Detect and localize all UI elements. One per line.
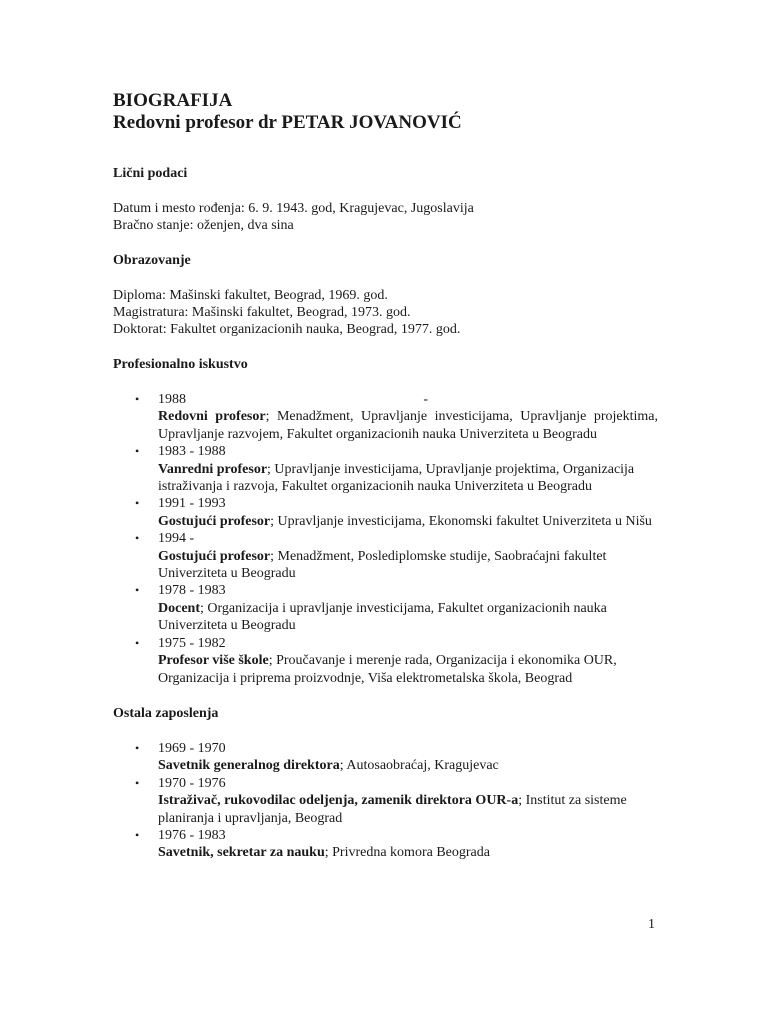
item-description: [158, 600, 658, 635]
item-role: Gostujući profesor: [158, 513, 271, 529]
item-role: Vanredni profesor: [158, 461, 268, 477]
item-details: ; Menadžment, Upravljanje investicijama, Upravljanje projektima, Upravljanje razvojem, Fakultet organizacionih nauka Univerziteta u Beogradu: [158, 409, 658, 442]
document-title: BIOGRAFIJA: [113, 90, 233, 111]
item-details: ; Privredna komora Beograda: [324, 845, 490, 861]
education-doctorate: Doktorat: Fakultet organizacionih nauka, Beograd, 1977. god.: [113, 322, 461, 337]
bullet-icon: •: [135, 531, 140, 546]
experience-list: [113, 391, 658, 687]
list-item: [113, 391, 658, 443]
item-details: ; Upravljanje investicijama, Upravljanje projektima, Organizacija istraživanja i razvoja, Fakultet organizacionih nauka Univerziteta u Beogradu: [158, 461, 635, 495]
item-period: 1988: [158, 392, 186, 407]
item-description: [158, 513, 658, 530]
education-diploma: Diploma: Mašinski fakultet, Beograd, 1969. god.: [113, 288, 388, 303]
item-details: ; Autosaobraćaj, Kragujevac: [339, 758, 499, 774]
section-heading-other: Ostala zaposlenja: [113, 705, 219, 721]
item-role: Profesor više škole: [158, 653, 269, 669]
item-period: 1969 - 1970: [158, 740, 226, 756]
list-item: [113, 530, 658, 582]
list-item: [113, 740, 658, 775]
item-period: 1983 - 1988: [158, 444, 226, 460]
item-details: ; Upravljanje investicijama, Ekonomski fakultet Univerziteta u Nišu: [270, 513, 652, 529]
item-period: 1978 - 1983: [158, 583, 226, 599]
section-heading-education: Obrazovanje: [113, 253, 191, 268]
item-period: 1976 - 1983: [158, 827, 226, 843]
item-role: Istraživač, rukovodilac odeljenja, zamenik direktora OUR-a: [158, 793, 519, 809]
marital-status: Bračno stanje: oženjen, dva sina: [113, 218, 294, 233]
item-details: ; Organizacija i upravljanje investicijama, Fakultet organizacionih nauka Univerziteta u Beogradu: [158, 600, 607, 634]
item-description: [158, 408, 658, 443]
item-role: Savetnik, sekretar za nauku: [158, 845, 325, 861]
item-description: [158, 757, 658, 774]
bullet-icon: •: [135, 635, 140, 650]
bullet-icon: •: [135, 444, 140, 459]
bullet-icon: •: [135, 496, 140, 511]
section-heading-personal: Lični podaci: [113, 166, 188, 181]
other-employment-list: [113, 740, 658, 862]
item-period: 1970 - 1976: [158, 775, 226, 791]
item-role: Docent: [158, 600, 200, 616]
education-masters: Magistratura: Mašinski fakultet, Beograd, 1973. god.: [113, 305, 411, 320]
item-role: Redovni profesor: [158, 409, 266, 425]
list-item: [113, 443, 658, 495]
document-page: [113, 90, 658, 862]
bullet-icon: •: [135, 827, 140, 842]
list-item: [113, 775, 658, 827]
item-description: [158, 792, 658, 827]
item-details: ; Menadžment, Poslediplomske studije, Saobraćajni fakultet Univerziteta u Beogradu: [158, 548, 607, 582]
item-period: 1975 - 1982: [158, 635, 226, 651]
birth-info: Datum i mesto rođenja: 6. 9. 1943. god, Kragujevac, Jugoslavija: [113, 201, 474, 216]
item-description: [158, 844, 658, 861]
item-description: [158, 652, 658, 687]
list-item: [113, 495, 658, 530]
list-item: [113, 582, 658, 634]
item-description: [158, 461, 658, 496]
item-details: ; Institut za sisteme planiranja i upravljanja, Beograd: [158, 793, 627, 826]
item-period: 1991 - 1993: [158, 496, 226, 512]
page-number: 1: [648, 917, 655, 932]
list-item: [113, 827, 658, 862]
bullet-icon: •: [135, 392, 140, 406]
bullet-icon: •: [135, 775, 140, 790]
document-subtitle: Redovni profesor dr PETAR JOVANOVIĆ: [113, 112, 462, 133]
bullet-icon: •: [135, 583, 140, 598]
item-period: 1994 -: [158, 531, 195, 547]
list-item: [113, 635, 658, 687]
item-period-dash: -: [423, 392, 428, 407]
section-heading-experience: Profesionalno iskustvo: [113, 357, 248, 372]
item-role: Gostujući profesor: [158, 548, 271, 564]
item-details: ; Proučavanje i merenje rada, Organizacija i ekonomika OUR, Organizacija i priprema proizvodnje, Viša elektrometalska škola, Beograd: [158, 653, 617, 686]
item-role: Savetnik generalnog direktora: [158, 758, 340, 774]
bullet-icon: •: [135, 740, 140, 755]
item-description: [158, 548, 658, 583]
